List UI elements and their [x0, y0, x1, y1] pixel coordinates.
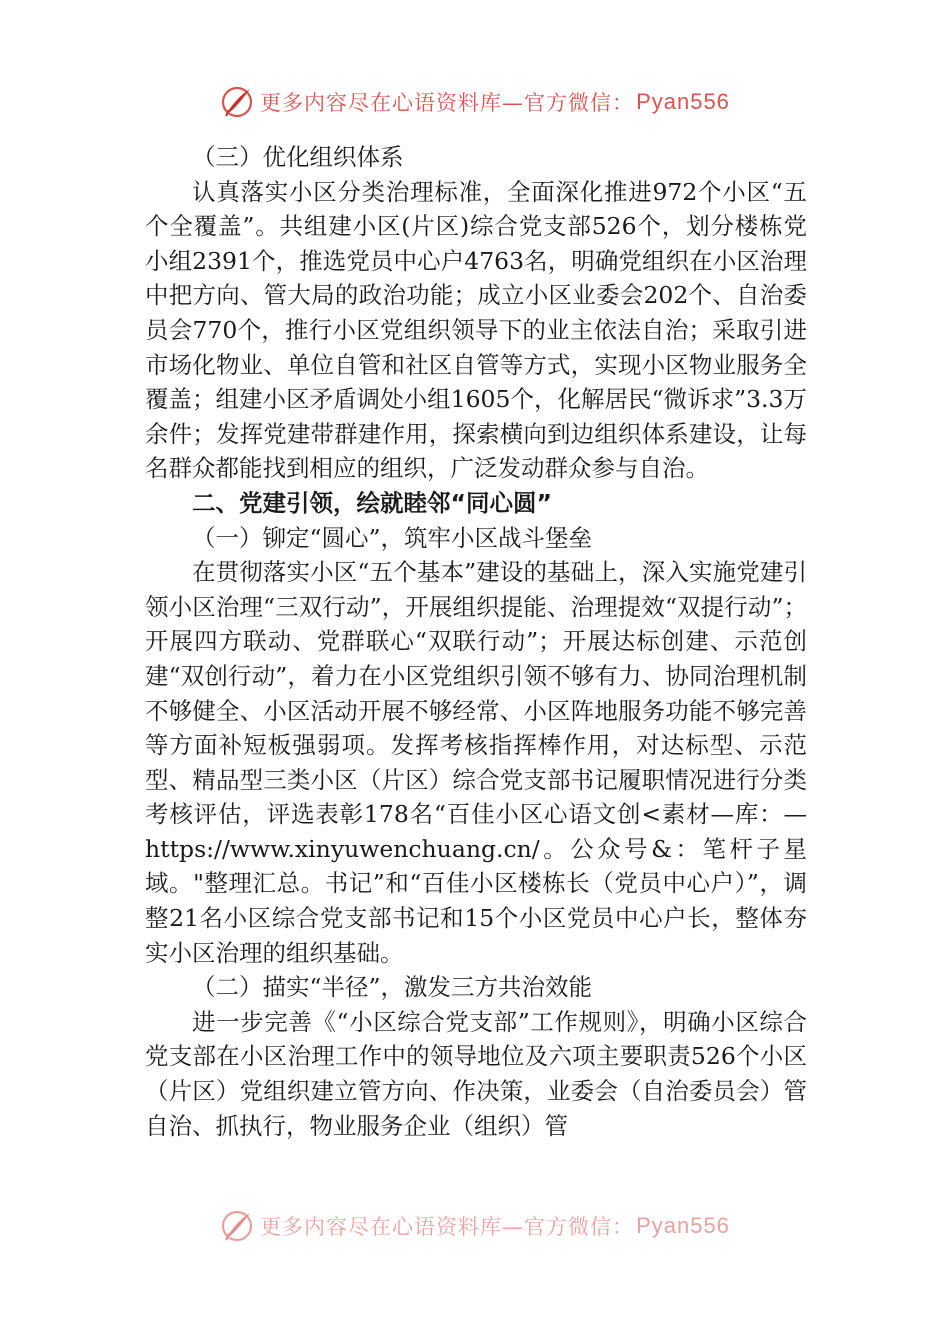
document-body [145, 140, 807, 1143]
banner-text: 更多内容尽在心语资料库—官方微信： [260, 91, 635, 115]
paragraph-text: 。公众号&：笔杆子星域。"整理汇总。书记”和“百佳小区楼栋长（党员中心户）”，调整21名小区综合党支部书记和15个小区党员中心户长，整体夯实小区治理的组织基础。 [145, 834, 807, 967]
watermark-banner-top [0, 82, 950, 122]
subsection-heading: （一）铆定“圆心”，筑牢小区战斗堡垒 [192, 523, 593, 552]
banner-text: 更多内容尽在心语资料库—官方微信： [260, 1215, 635, 1239]
banner-wechat-id: Pyan556 [636, 1213, 730, 1238]
subsection-heading: （二）描实“半径”，激发三方共治效能 [192, 973, 593, 1002]
paragraph: 进一步完善《“小区综合党支部”工作规则》，明确小区综合党支部在小区治理工作中的领导地位及六项主要职责526个小区（片区）党组织建立管方向、作决策，业委会（自治委员会）管自治、抓执行，物业服务企业（组织）管 [145, 1007, 807, 1140]
banner-wechat-id: Pyan556 [636, 89, 730, 114]
section-heading: （三）优化组织体系 [192, 143, 404, 171]
website-link[interactable]: www.xinyuwenchuang.cn/ [229, 834, 540, 863]
quill-logo-icon [220, 85, 254, 119]
part-heading: 二、党建引领，绘就睦邻“同心圆” [192, 488, 552, 517]
quill-logo-icon [220, 1209, 254, 1243]
paragraph: 认真落实小区分类治理标准，全面深化推进972个小区“五个全覆盖”。共组建小区(片区)综合党支部526个，划分楼栋党小组2391个，推选党员中心户4763名，明确党组织在小区治理中把方向、管大局的政治功能；成立小区业委会202个、自治委员会770个，推行小区党组织领导下的业主依法自治；采取引进市场化物业、单位自管和社区自管等方式，实现小区物业服务全覆盖；组建小区矛盾调处小组1605个，化解居民“微诉求”3.3万余件；发挥党建带群建作用，探索横向到边组织体系建设，让每名群众都能找到相应的组织，广泛发动群众参与自治。 [145, 177, 807, 483]
paragraph [145, 555, 807, 970]
watermark-banner-bottom [0, 1206, 950, 1246]
paragraph-text: 在贯彻落实小区“五个基本”建设的基础上，深入实施党建引领小区治理“三双行动”，开展组织提能、治理提效“双提行动”；开展四方联动、党群联心“双联行动”；开展达标创建、示范创建“双创行动”，着力在小区党组织引领不够有力、协同治理机制不够健全、小区活动开展不够经常、小区阵地服务功能不够完善等方面补短板强弱项。发挥考核指挥棒作用，对达标型、示范型、精品型三类小区（片区）综合党支部书记履职情况进行分类考核评估，评选表彰178名“百佳小区心语文创<素材—库：—https:// [145, 558, 807, 863]
